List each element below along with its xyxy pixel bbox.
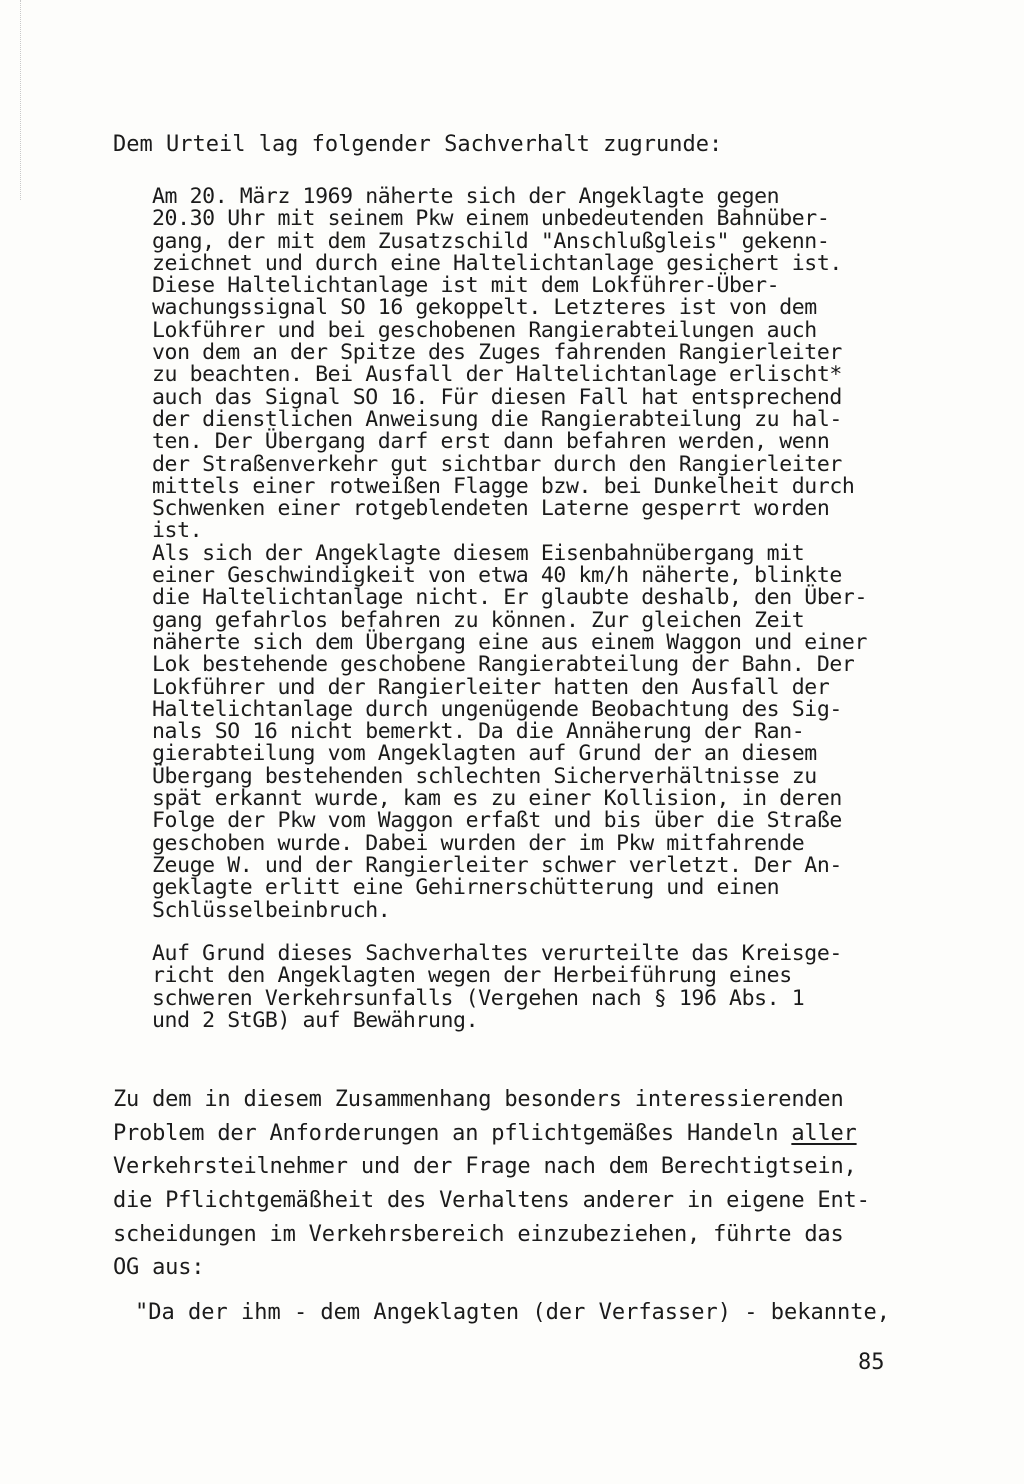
text-line: ist. [152, 518, 203, 544]
text-line: spät erkannt wurde, kam es zu einer Kollision, in deren [152, 786, 842, 812]
paragraph-rest [113, 1150, 933, 1285]
text-line: gierabteilung vom Angeklagten auf Grund der an diesem [152, 741, 817, 767]
text-line: zeichnet und durch eine Haltelichtanlage gesichert ist. [152, 250, 842, 276]
text-line: geklagte erlitt eine Gehirnerschütterung und einen [152, 875, 780, 901]
text-line: die Haltelichtanlage nicht. Er glaubte deshalb, den Über- [152, 585, 868, 611]
paragraph-line [113, 1117, 933, 1151]
text-line: näherte sich dem Übergang eine aus einem Waggon und einer [152, 629, 868, 655]
text-line: wachungssignal SO 16 gekoppelt. Letzteres ist von dem [152, 295, 817, 321]
text-line: 20.30 Uhr mit seinem Pkw einem unbedeutenden Bahnüber- [152, 206, 830, 232]
text-line: Als sich der Angeklagte diesem Eisenbahnübergang mit [152, 540, 805, 566]
text-line: von dem an der Spitze des Zuges fahrenden Rangierleiter [152, 340, 842, 366]
text-line: einer Geschwindigkeit von etwa 40 km/h näherte, blinkte [152, 563, 842, 589]
og-paragraph [113, 1083, 933, 1285]
paragraph-line-text: Problem der Anforderungen an pflichtgemäßes Handeln [113, 1120, 792, 1146]
text-line: gang, der mit dem Zusatzschild "Anschlußgleis" gekenn- [152, 228, 830, 254]
text-line: der Straßenverkehr gut sichtbar durch den Rangierleiter [152, 451, 842, 477]
text-line: Verkehrsteilnehmer und der Frage nach dem Berechtigtsein, [113, 1154, 857, 1180]
text-line: Zeuge W. und der Rangierleiter schwer verletzt. Der An- [152, 852, 842, 878]
text-line: Haltelichtanlage durch ungenügende Beobachtung des Sig- [152, 696, 842, 722]
text-line: Auf Grund dieses Sachverhaltes verurteilte das Kreisge- [152, 941, 842, 966]
text-line: Übergang bestehenden schlechten Sicherverhältnisse zu [152, 763, 817, 789]
sentence-quote-block [152, 943, 932, 1032]
underlined-word: aller [791, 1120, 857, 1146]
text-line: und 2 StGB) auf Bewährung. [152, 1007, 479, 1033]
text-line: Schlüsselbeinbruch. [152, 897, 391, 923]
text-line: mittels einer rotweißen Flagge bzw. bei Dunkelheit durch [152, 473, 855, 499]
text-line: gang gefahrlos befahren zu können. Zur gleichen Zeit [152, 607, 805, 633]
page-number: 85 [858, 1350, 885, 1375]
text-line: OG aus: [113, 1255, 205, 1281]
citation-line: "Da der ihm - dem Angeklagten (der Verfasser) - bekannte, [135, 1300, 890, 1325]
text-line: geschoben wurde. Dabei wurden der im Pkw mitfahrende [152, 830, 805, 856]
text-line: die Pflichtgemäßheit des Verhaltens anderer in eigene Ent- [113, 1188, 870, 1214]
text-line: Schwenken einer rotgeblendeten Laterne gesperrt worden [152, 496, 830, 522]
margin-mark [20, 0, 25, 200]
text-line: der dienstlichen Anweisung die Rangierabteilung zu hal- [152, 406, 842, 432]
text-line: Lok bestehende geschobene Rangierabteilung der Bahn. Der [152, 652, 855, 678]
text-line: schweren Verkehrsunfalls (Vergehen nach § 196 Abs. 1 [152, 985, 805, 1011]
text-line: zu beachten. Bei Ausfall der Haltelichtanlage erlischt* [152, 362, 842, 388]
text-line: nals SO 16 nicht bemerkt. Da die Annäherung der Ran- [152, 719, 805, 745]
paragraph-line: Zu dem in diesem Zusammenhang besonders interessierenden [113, 1087, 844, 1112]
text-line: Folge der Pkw vom Waggon erfaßt und bis über die Straße [152, 808, 842, 834]
facts-quote-block [152, 186, 932, 922]
intro-line: Dem Urteil lag folgender Sachverhalt zugrunde: [113, 132, 723, 157]
text-line: auch das Signal SO 16. Für diesen Fall hat entsprechend [152, 384, 842, 410]
text-line: richt den Angeklagten wegen der Herbeiführung eines [152, 963, 792, 989]
text-line: Lokführer und bei geschobenen Rangierabteilungen auch [152, 317, 817, 343]
text-line: ten. Der Übergang darf erst dann befahren werden, wenn [152, 429, 830, 455]
text-line: Lokführer und der Rangierleiter hatten den Ausfall der [152, 674, 830, 700]
text-line: Diese Haltelichtanlage ist mit dem Lokführer-Über- [152, 273, 780, 299]
text-line: Am 20. März 1969 näherte sich der Angeklagte gegen [152, 184, 780, 209]
text-line: scheidungen im Verkehrsbereich einzubeziehen, führte das [113, 1221, 844, 1247]
